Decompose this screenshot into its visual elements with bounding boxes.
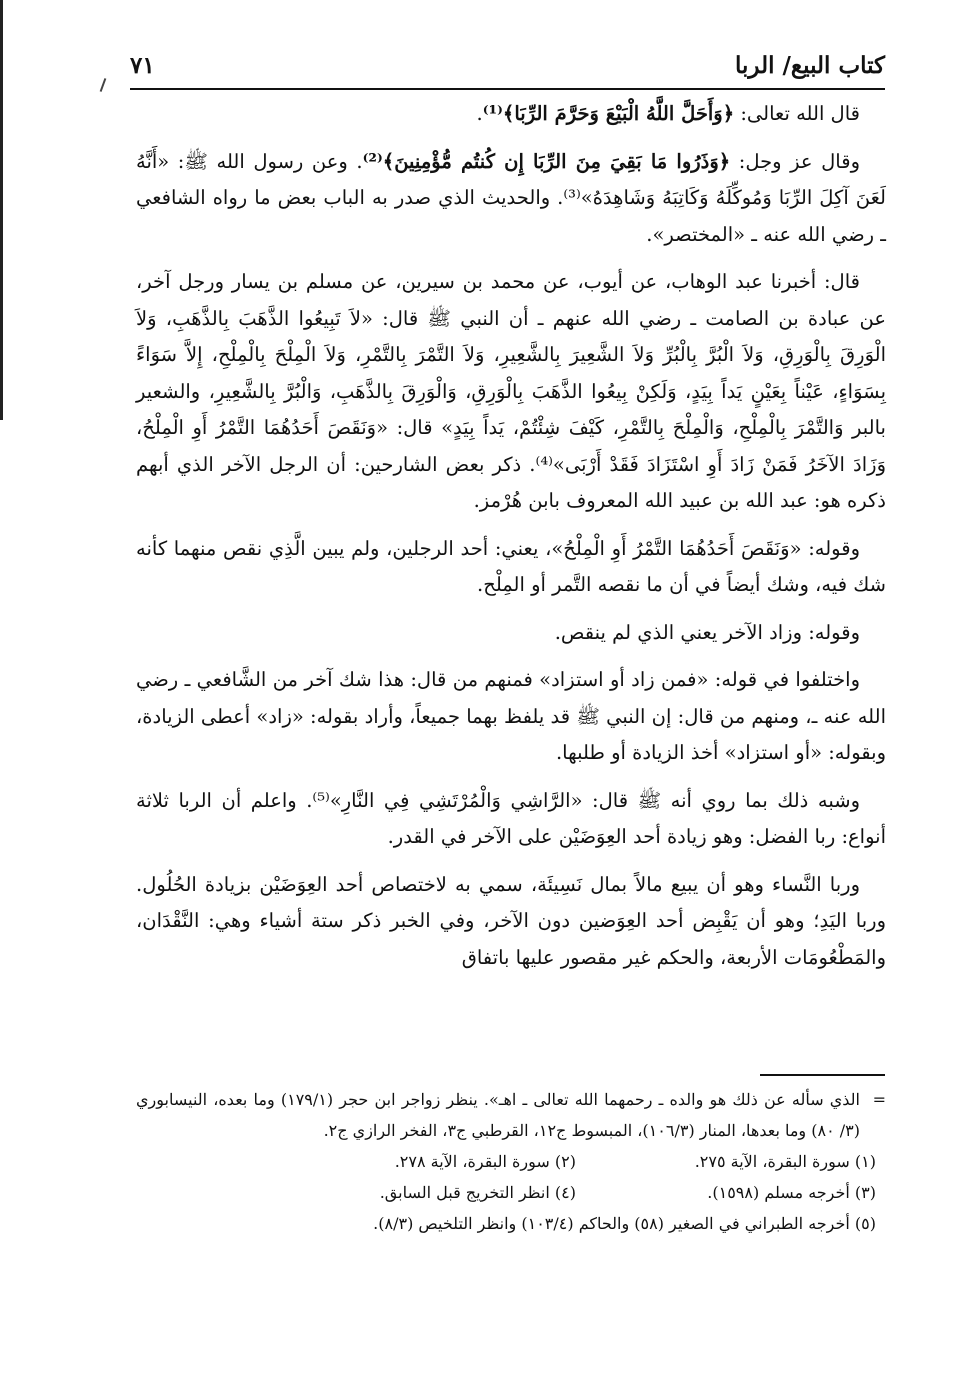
main-text (136, 96, 886, 987)
page-number: ٧١ (130, 51, 155, 79)
ink-speck (100, 78, 107, 92)
text-run: وقوله: وزاد الآخر يعني الذي لم ينقص. (554, 620, 860, 644)
paragraph (136, 531, 886, 604)
paragraph (136, 96, 886, 133)
footnote-grid (136, 1146, 886, 1208)
text-run: قال: أخبرنا عبد الوهاب، عن أيوب، عن محمد بن سيرين، عن مسلم بن يسار ورجل آخر، عن عبادة بن الصامت ـ رضي الله عنهم ـ أن النبي ﷺ قال: «لاَ تَبِيعُوا الذَّهَبَ بِالذَّهَبِ، وَلاَ الْوَرِقَ بِالْوَرِقِ، وَلاَ الْبُرَّ بِالْبُرِّ وَلاَ الشَّعِيرَ بِالشَّعِيرِ، وَلاَ التَّمْرَ بِالتَّمْرِ، وَلاَ الْمِلْحَ بِالْمِلْحِ، إِلاَّ سَوَاءً بِسَوَاءٍ، عَيْناً بِعَيْنٍ يَداً بِيَدٍ، وَلَكِنْ بِيعُوا الذَّهَبَ بِالْوَرِقِ، وَالْوَرِقَ بِالذَّهَبِ، وَالْبُرَّ بِالشَّعِيرِ، والشعير بالبر وَالتَّمْرَ بِالْمِلْحِ، وَالْمِلْحَ بِالتَّمْرِ، كَيْفَ شِئْتُمْ، يَداً بِيَدٍ» قال: «وَنَقَصَ أَحَدُهُمَا التَّمْرُ أَوِ الْمِلْحُ، وَزَادَ الآخَرُ فَمَنْ زَادَ أَوِ اسْتَزَادَ فَقَدْ أَرْبَى»⁽⁴⁾. ذكر بعض الشارحين: أن الرجل الآخر الذي أبهم ذكره هو: عبد الله بن عبيد الله المعروف بابن هُرْمز. (136, 270, 886, 512)
text-run: واختلفوا في قوله: «فمن زاد أو استزاد» فمنهم من قال: هذا شك آخر من الشَّافعي ـ رضي الله عنه ـ، ومنهم من قال: إن النبي ﷺ قد يلفظ بهما جميعاً، وأراد بقوله: «زاد» أعطى الزيادة، وبقوله: «أو استزاد» أخذ الزيادة أو طلبها. (136, 668, 886, 764)
page-edge (0, 0, 3, 420)
text-run: قال الله تعالى: (734, 102, 860, 125)
text-run: وربا النَّساء وهو أن يبيع مالاً بمال نَسِيئَة، سمي به لاختصاص أحد العِوَضَيْن بزيادة الحُلُول. وربا اليَدِ؛ وهو أن يَقْبِض أحد العِوَضين دون الآخر، وفي الخبر ذكر ستة أشياء وهي: النَّقْدَان، والمَطْعُومَات الأربعة، والحكم غير مقصور عليها باتفاق (136, 872, 886, 969)
quran-verse: ﴿وَذَرُوا مَا بَقِيَ مِنَ الرِّبَا إِن كُنتُم مُّؤْمِنِينَ﴾⁽²⁾ (362, 149, 731, 173)
paragraph (136, 662, 886, 772)
footnote-4: (٤) انظر التخريج قبل السابق. (379, 1183, 576, 1202)
footnote-2: (٢) سورة البقرة، الآية ٢٧٨. (394, 1152, 576, 1171)
text-run: وقال عز وجل: (730, 149, 860, 173)
page-header (130, 44, 885, 86)
text-run: وشبه ذلك بما روي أنه ﷺ قال: «الرَّاشِي وَالْمُرْتَشِي فِي النَّارِ»⁽⁵⁾. واعلم أن الربا ثلاثة أنواع: ربا الفضل: وهو زيادة أحد العِوَضَيْن على الآخر في القدر. (136, 788, 886, 848)
header-rule (130, 88, 885, 90)
chapter-title: كتاب البيع/ الربا (735, 51, 885, 79)
paragraph (136, 264, 886, 520)
footnote-continuation (136, 1084, 886, 1146)
footnote-5: (٥) أخرجه الطبراني في الصغير (٥٨) والحاكم (١٠٣/٤) وانظر التلخيص (٨/٣). (373, 1214, 876, 1233)
text-run: . (476, 102, 483, 125)
footnote-rule (760, 1074, 885, 1076)
paragraph (136, 615, 886, 652)
paragraph (136, 144, 886, 254)
text-run: وقوله: «وَنَقَصَ أَحَدُهُمَا التَّمْرُ أَوِ الْمِلْحُ»، يعني: أحد الرجلين، ولم يبين الَّذِي نقص منهما كأنه شك فيه، وشك أيضاً في أن ما نقصه التَّمر أو المِلْح. (136, 536, 886, 596)
footnote-1: (١) سورة البقرة، الآية ٢٧٥. (694, 1152, 876, 1171)
continuation-marker: = (872, 1090, 886, 1109)
footnote-continuation-text: الذي سأله عن ذلك هو والده ـ رحمهما الله تعالى ـ اهـ». ينظر زواجر ابن حجر (١٧٩/١) وما بعده، النيسابوري (٣/ ٨٠) وما بعدها، المنار (١٠٦/٣)، المبسوط ج١٢، القرطبي ج٣، الفخر الرازي ج٢. (136, 1090, 860, 1140)
text-run: . وعن رسول الله ﷺ: «أَنَّهُ لَعَنَ آكِلَ الرِّبَا وَمُوكِّلَهُ وَكَاتِبَهُ وَشَاهِدَهُ»⁽³⁾. والحديث الذي صدر به الباب بعض ما رواه الشافعي ـ رضي الله عنه ـ «المختصر». (136, 149, 886, 246)
quran-verse: ﴿وَأَحَلَّ اللَّهُ الْبَيْعَ وَحَرَّمَ الرِّبَا﴾⁽¹⁾ (482, 102, 735, 125)
paragraph (136, 867, 886, 977)
paragraph (136, 783, 886, 856)
footnotes (136, 1084, 886, 1239)
footnote-3: (٣) أخرجه مسلم (١٥٩٨). (707, 1183, 876, 1202)
